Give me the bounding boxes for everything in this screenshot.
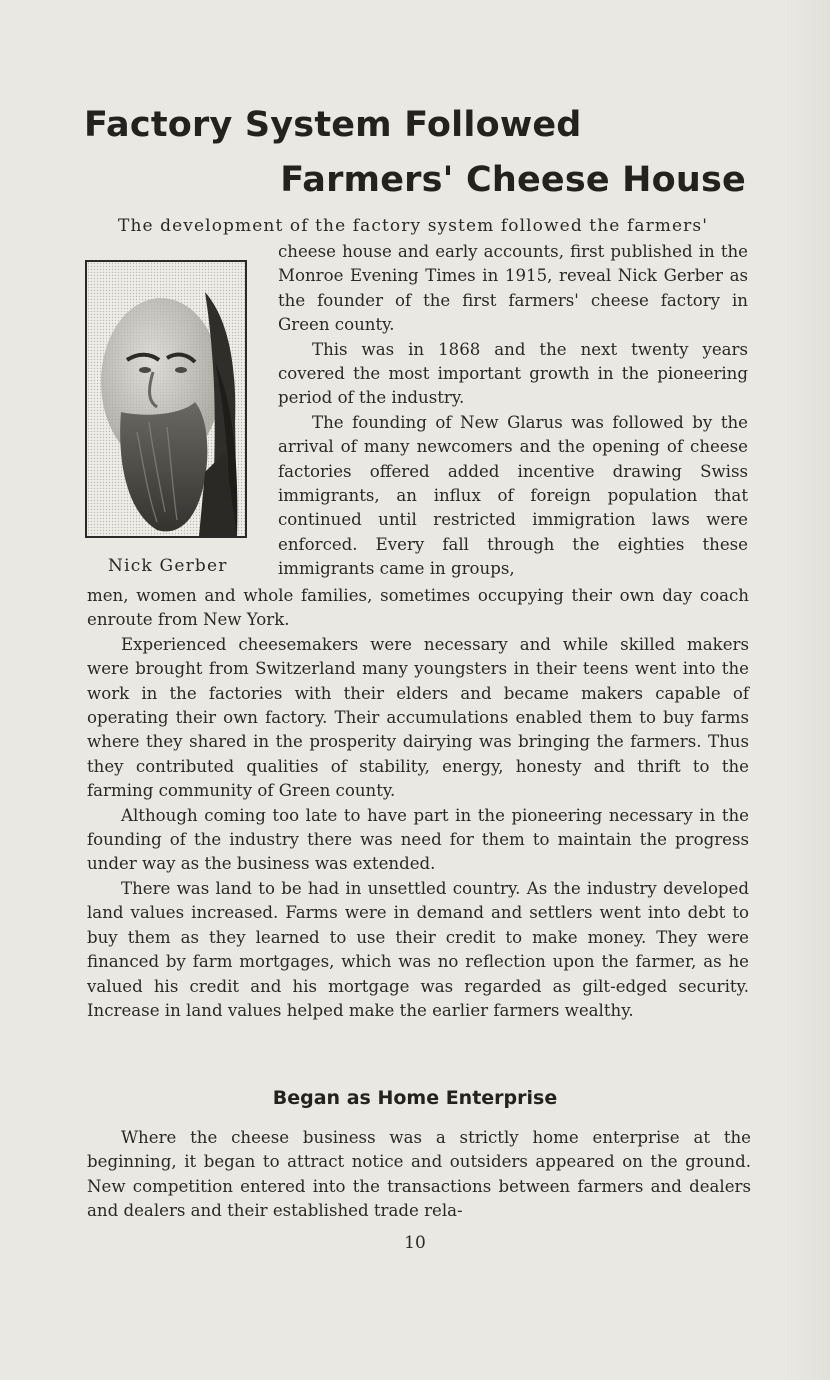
- side-paragraph-2: This was in 1868 and the next twenty years covered the most important growth in the pioneering period of the industry.: [278, 339, 748, 408]
- main-paragraph-4: There was land to be had in unsettled country. As the industry developed land values increased. Farms were in demand and settlers went into debt to buy them as they learned to use their credit to make money. They were financed by farm mortgages, which was no reflection upon the farmer, as he valued his credit and his mortgage was regarded as gilt-edged security. Increase in land values helped make the earlier farmers wealthy.: [87, 878, 749, 1020]
- section-heading: Began as Home Enterprise: [272, 1087, 558, 1109]
- page-edge-shadow: [786, 0, 830, 1380]
- page-title-line-2: Farmers' Cheese House: [280, 160, 746, 200]
- main-column: [87, 584, 749, 1023]
- side-paragraph-3: The founding of New Glarus was followed by the arrival of many newcomers and the opening of cheese factories offered added incentive drawing Swiss immigrants, an influx of foreign population that continued until restricted immigration laws were enforced. Every fall through the eighties these immigrants came in groups,: [278, 412, 748, 579]
- page-title-line-1: Factory System Followed: [84, 105, 582, 145]
- page-number: 10: [404, 1233, 426, 1253]
- section-paragraph-1: Where the cheese business was a strictly home enterprise at the beginning, it began to attract notice and outsiders appeared on the ground. New competition entered into the transactions between farmers and dealers and dealers and their established trade rela-: [87, 1128, 751, 1221]
- section-body: [87, 1126, 751, 1224]
- main-paragraph-2: Experienced cheesemakers were necessary and while skilled makers were brought from Switzerland many youngsters in their teens went into the work in the factories with their elders and became makers capable of operating their own factory. Their accumulations enabled them to buy farms where they shared in the prosperity dairying was bringing the farmers. Thus they contributed qualities of stability, energy, honesty and thrift to the farming community of Green county.: [87, 634, 749, 801]
- portrait-photo: [85, 260, 247, 538]
- figure-caption: Nick Gerber: [108, 556, 228, 576]
- main-paragraph-1: men, women and whole families, sometimes occupying their own day coach enroute from New York.: [87, 586, 749, 630]
- side-paragraph-1: cheese house and early accounts, first published in the Monroe Evening Times in 1915, reveal Nick Gerber as the founder of the first farmers' cheese factory in Green county.: [278, 242, 748, 335]
- portrait-image: [87, 262, 245, 536]
- side-column: [278, 240, 748, 582]
- main-paragraph-3: Although coming too late to have part in the pioneering necessary in the founding of the industry there was need for them to maintain the progress under way as the business was extended.: [87, 805, 749, 874]
- lead-line: The development of the factory system followed the farmers': [118, 216, 709, 236]
